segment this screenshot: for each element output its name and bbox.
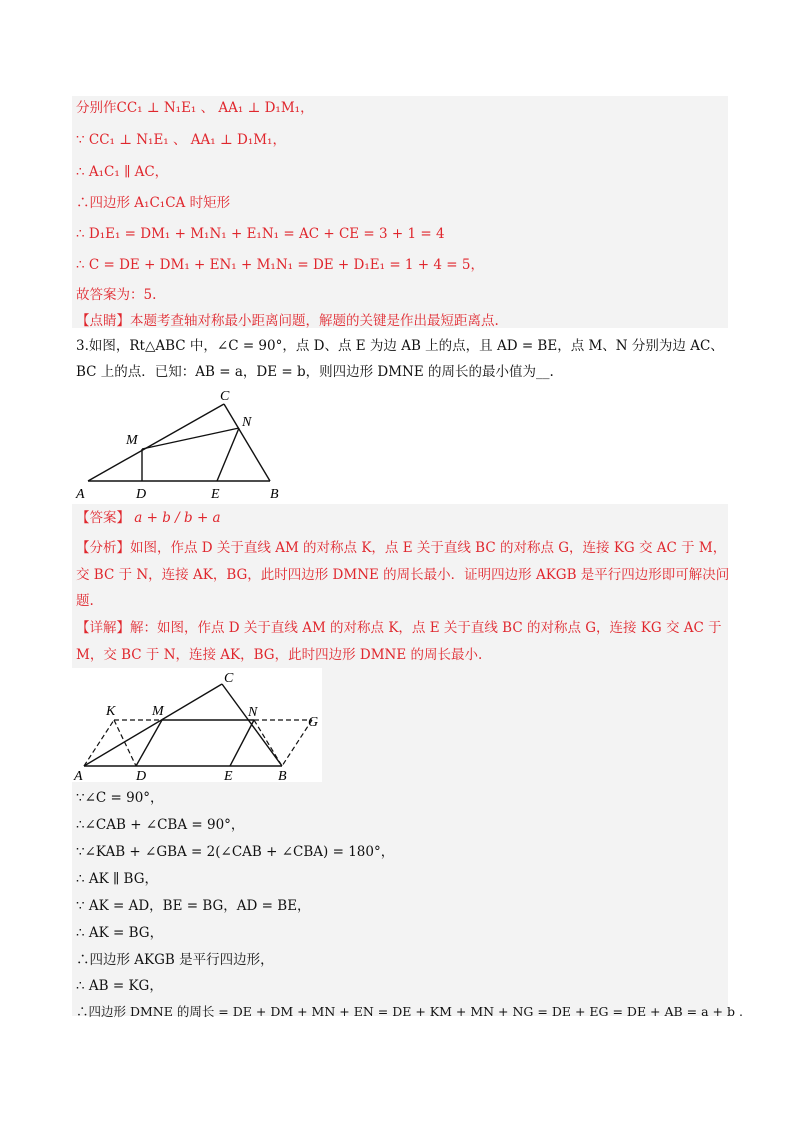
solution-line-3: ∴ A₁C₁ ∥ AC， — [76, 164, 169, 180]
proof-line-4: ∴ AK ∥ BG， — [76, 871, 158, 887]
label2-G: G — [308, 715, 319, 730]
parallelogram-figure — [72, 668, 332, 784]
proof-line-8: ∴ AB = KG， — [76, 978, 163, 994]
detail-line-1: 【详解】解：如图，作点 D 关于直线 AM 的对称点 K，点 E 关于直线 BC 的对称点 G，连接 KG 交 AC 于 — [76, 620, 722, 636]
proof-line-9: ∴四边形 DMNE 的周长 = DE + DM + MN + EN = DE + KM + MN + NG = DE + EG = DE + AB = a + b . — [76, 1004, 743, 1019]
label2-A: A — [74, 769, 83, 784]
proof-line-5: ∵ AK = AD，BE = BG，AD = BE， — [76, 898, 311, 914]
analysis-line-3: 题. — [76, 593, 94, 609]
label-E: E — [211, 487, 220, 502]
label-N: N — [242, 415, 252, 430]
analysis-line-1: 【分析】如图，作点 D 关于直线 AM 的对称点 K，点 E 关于直线 BC 的对称点 G，连接 KG 交 AC 于 M， — [76, 540, 727, 556]
solution-line-4: ∴四边形 A₁C₁CA 时矩形 — [76, 195, 231, 211]
triangle-figure — [74, 386, 314, 506]
label-B: B — [270, 487, 279, 502]
label2-E: E — [224, 769, 233, 784]
proof-line-3: ∵∠KAB + ∠GBA = 2(∠CAB + ∠CBA) = 180°， — [76, 844, 395, 860]
answer-tag: 【答案】 — [76, 510, 130, 526]
label2-K: K — [106, 704, 116, 719]
label2-C: C — [224, 671, 234, 686]
proof-line-6: ∴ AK = BG， — [76, 925, 164, 941]
label-D: D — [136, 487, 147, 502]
answer-line — [76, 508, 221, 528]
solution-line-2: ∵ CC₁ ⊥ N₁E₁ 、 AA₁ ⊥ D₁M₁， — [76, 132, 286, 148]
solution-line-5: ∴ D₁E₁ = DM₁ + M₁N₁ + E₁N₁ = AC + CE = 3 + 1 = 4 — [76, 226, 445, 242]
solution-line-1: 分别作CC₁ ⊥ N₁E₁ 、 AA₁ ⊥ D₁M₁， — [76, 100, 314, 116]
proof-line-7: ∴四边形 AKGB 是平行四边形， — [76, 952, 274, 968]
answer-text: 故答案为：5. — [76, 287, 157, 303]
proof-line-2: ∴∠CAB + ∠CBA = 90°， — [76, 817, 245, 833]
detail-line-2: M，交 BC 于 N，连接 AK，BG，此时四边形 DMNE 的周长最小. — [76, 647, 483, 663]
solution-line-6: ∴ C = DE + DM₁ + EN₁ + M₁N₁ = DE + D₁E₁ = 1 + 4 = 5， — [76, 257, 484, 273]
label2-N: N — [248, 705, 258, 720]
label-C: C — [220, 389, 230, 404]
label2-D: D — [136, 769, 147, 784]
proof-line-1: ∵∠C = 90°， — [76, 790, 164, 806]
label-M: M — [126, 433, 138, 448]
label2-B: B — [278, 769, 287, 784]
label2-M: M — [152, 704, 164, 719]
problem-line-1: 3.如图，Rt△ABC 中，∠C = 90°，点 D、点 E 为边 AB 上的点，且 AD = BE，点 M、N 分别为边 AC、 — [76, 338, 724, 354]
analysis-line-2: 交 BC 于 N，连接 AK，BG，此时四边形 DMNE 的周长最小．证明四边形 AKGB 是平行四边形即可解决问 — [76, 567, 730, 583]
comment-text: 【点睛】本题考查轴对称最小距离问题，解题的关键是作出最短距离点. — [76, 313, 499, 329]
problem-line-2: BC 上的点．已知：AB = a，DE = b，则四边形 DMNE 的周长的最小值为__. — [76, 364, 554, 380]
answer-value: a + b / b + a — [134, 510, 221, 526]
label-A: A — [76, 487, 85, 502]
